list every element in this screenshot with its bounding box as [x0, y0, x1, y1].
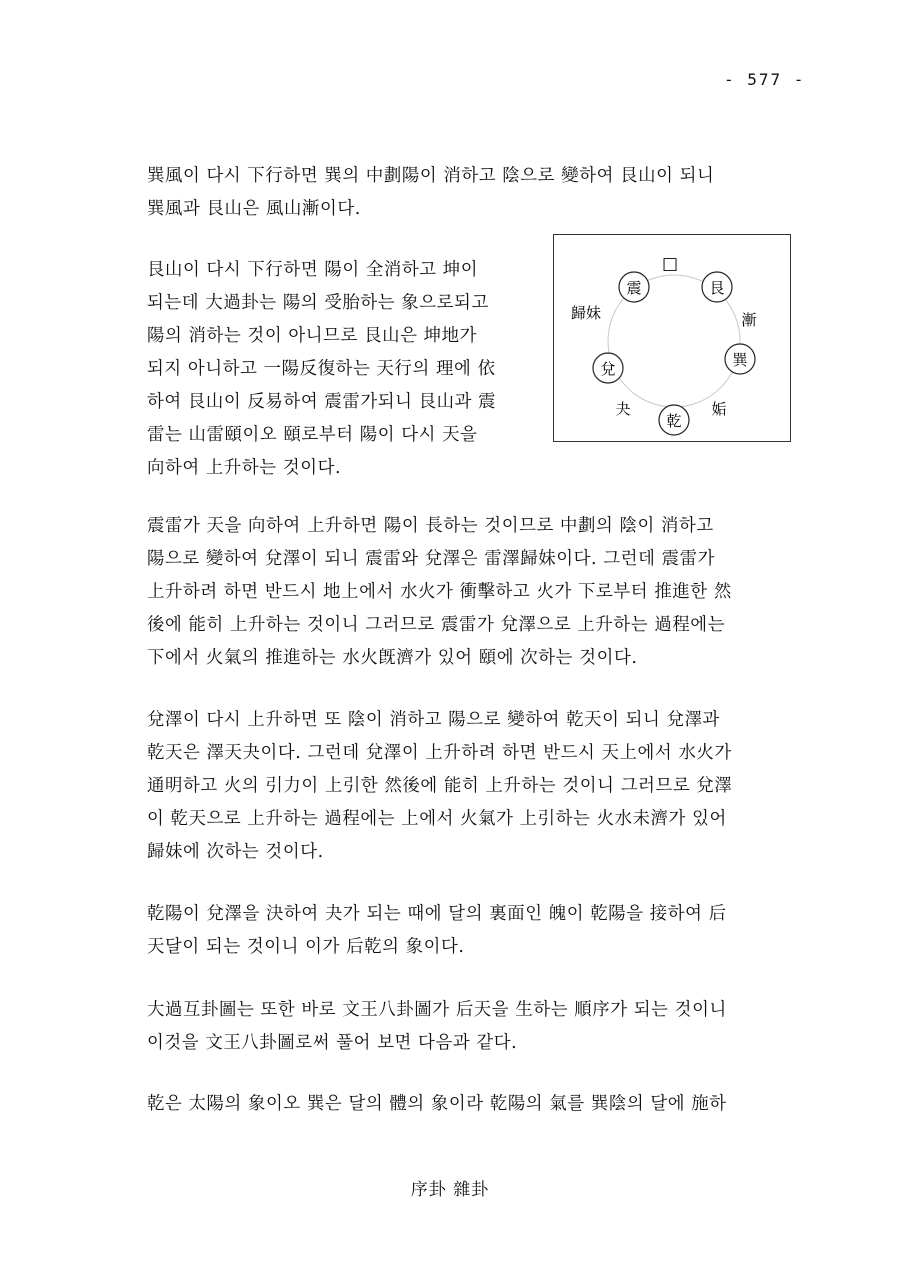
text-line: 下에서 火氣의 推進하는 水火旣濟가 있어 頤에 次하는 것이다.: [147, 648, 638, 668]
label-guai: 夬: [615, 400, 631, 418]
top-square-symbol: □: [661, 254, 679, 274]
trigram-node-xun: [725, 344, 755, 374]
paragraph-1: [147, 160, 714, 226]
trigram-cycle-diagram: [553, 234, 791, 442]
text-line: 雷는 山雷頤이오 頤로부터 陽이 다시 天을: [147, 425, 478, 445]
text-line: 震雷가 天을 向하여 上升하면 陽이 長하는 것이므로 中劃의 陰이 消하고: [147, 516, 714, 536]
text-line: 乾은 太陽의 象이오 巽은 달의 體의 象이라 乾陽의 氣를 巽陰의 달에 施하: [147, 1094, 727, 1114]
svg-text:艮: 艮: [709, 279, 725, 297]
svg-text:乾: 乾: [666, 412, 682, 430]
page-footer: 序卦 雜卦: [410, 1180, 490, 1200]
text-line: 乾陽이 兌澤을 決하여 夬가 되는 때에 달의 裏面인 魄이 乾陽을 接하여 后: [147, 904, 727, 924]
text-line: 되는데 大過卦는 陽의 受胎하는 象으로되고: [147, 293, 489, 313]
svg-text:兌: 兌: [600, 360, 616, 378]
diagram-canvas: [554, 235, 792, 443]
trigram-node-qian: [659, 405, 689, 435]
text-line: 되지 아니하고 一陽反復하는 天行의 理에 依: [147, 359, 496, 379]
text-line: 이 乾天으로 上升하는 過程에는 上에서 火氣가 上引하는 火水未濟가 있어: [147, 809, 727, 829]
text-line: 通明하고 火의 引力이 上引한 然後에 能히 上升하는 것이니 그러므로 兌澤: [147, 776, 733, 796]
text-line: 兌澤이 다시 上升하면 또 陰이 消하고 陽으로 變하여 乾天이 되니 兌澤과: [147, 710, 720, 730]
text-line: 天달이 되는 것이니 이가 后乾의 象이다.: [147, 937, 465, 957]
text-line: 後에 能히 上升하는 것이니 그러므로 震雷가 兌澤으로 上升하는 過程에는: [147, 615, 726, 635]
label-guimei: 歸妹: [570, 304, 602, 322]
text-line: 艮山이 다시 下行하면 陽이 全消하고 坤이: [147, 260, 479, 280]
text-line: 陽으로 變하여 兌澤이 되니 震雷와 兌澤은 雷澤歸妹이다. 그런데 震雷가: [147, 549, 716, 569]
text-line: 大過互卦圖는 또한 바로 文王八卦圖가 后天을 生하는 順序가 되는 것이니: [147, 1000, 727, 1020]
text-line: 巽風이 다시 下行하면 巽의 中劃陽이 消하고 陰으로 變하여 艮山이 되니: [147, 166, 715, 186]
text-line: 하여 艮山이 反易하여 震雷가되니 艮山과 震: [147, 392, 497, 412]
paragraph-2: [147, 254, 496, 485]
text-line: 乾天은 澤天夬이다. 그런데 兌澤이 上升하려 하면 반드시 天上에서 水火가: [147, 743, 732, 763]
text-line: 向하여 上升하는 것이다.: [147, 458, 342, 478]
label-gou: 姤: [711, 400, 727, 418]
svg-text:巽: 巽: [732, 351, 748, 369]
svg-text:震: 震: [626, 279, 642, 297]
text-line: 陽의 消하는 것이 아니므로 艮山은 坤地가: [147, 326, 477, 346]
trigram-node-dui: [593, 353, 623, 383]
text-line: 巽風과 艮山은 風山漸이다.: [147, 199, 361, 219]
trigram-node-zhen: [619, 272, 649, 302]
trigram-node-gen: [702, 272, 732, 302]
paragraph-6: [147, 994, 727, 1060]
text-line: 歸妹에 次하는 것이다.: [147, 842, 324, 862]
paragraph-7: [147, 1088, 727, 1121]
text-line: 이것을 文王八卦圖로써 풀어 보면 다음과 같다.: [147, 1033, 518, 1053]
page-number: - 577 -: [724, 70, 806, 89]
text-line: 上升하려 하면 반드시 地上에서 水火가 衝擊하고 火가 下로부터 推進한 然: [147, 582, 732, 602]
paragraph-3: [147, 510, 732, 675]
paragraph-4: [147, 704, 732, 869]
label-jian: 漸: [741, 311, 757, 329]
paragraph-5: [147, 898, 727, 964]
